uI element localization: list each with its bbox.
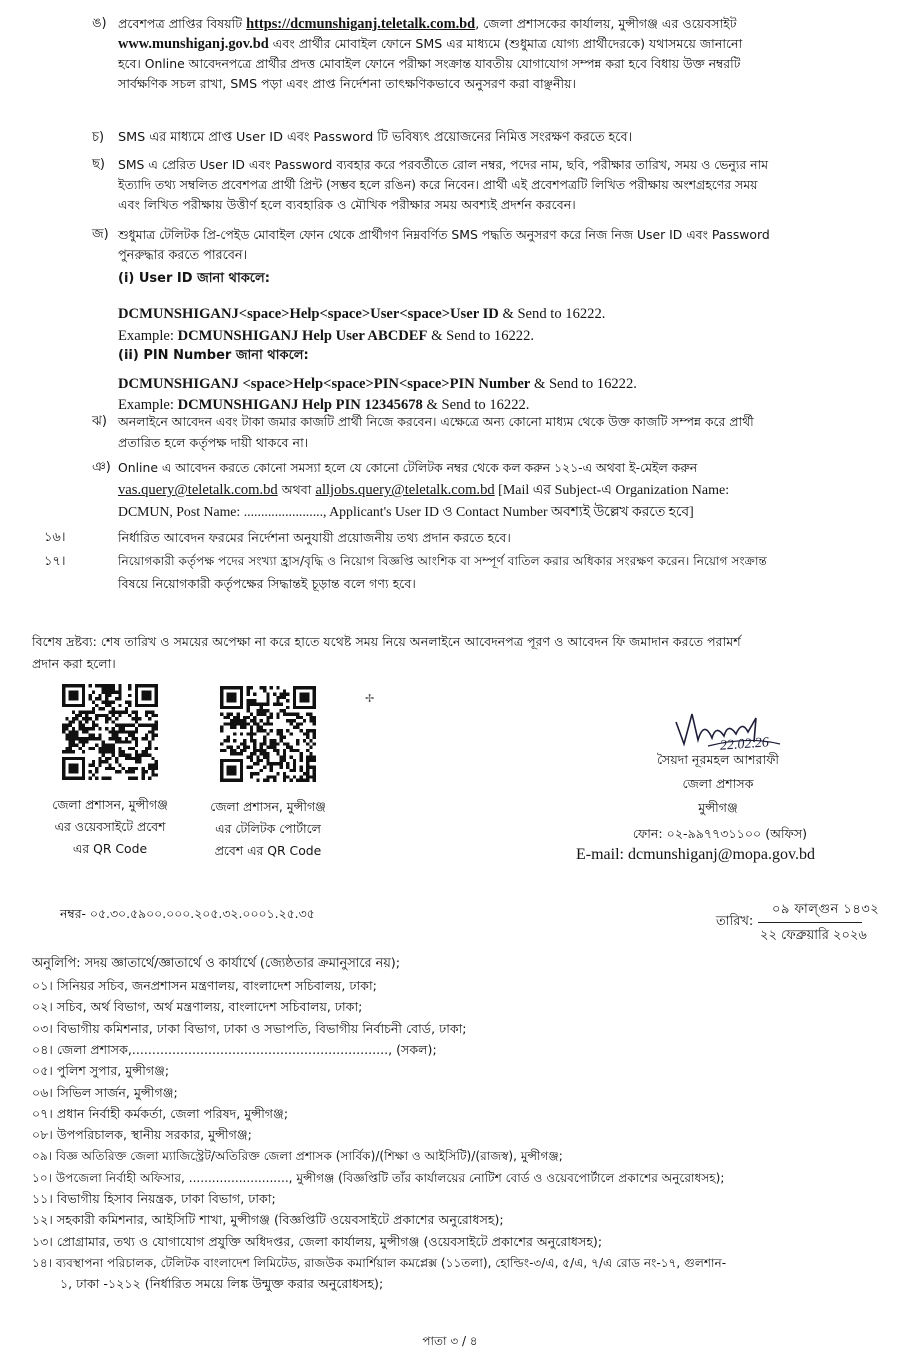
- note-line: প্রদান করা হলো।: [32, 656, 116, 671]
- signatory-place: মুন্সীগঞ্জ: [698, 800, 738, 815]
- sms-format-pin: [118, 375, 637, 394]
- caption-line: জেলা প্রশাসন, মুন্সীগঞ্জ: [52, 797, 168, 812]
- sms-format-user-id: [118, 305, 605, 324]
- sub-heading-pin: (ii) PIN Number জানা থাকলে:: [118, 348, 309, 363]
- copy-list-item: ০৩। বিভাগীয় কমিশনার, ঢাকা বিভাগ, ঢাকা ও সভাপতি, বিভাগীয় নির্বাচনী বোর্ড, ঢাকা;: [32, 1020, 467, 1036]
- copy-list-item: ১১। বিভাগীয় হিসাব নিয়ন্ত্রক, ঢাকা বিভাগ, ঢাকা;: [32, 1191, 276, 1206]
- signatory-title: জেলা প্রশাসক: [682, 776, 754, 791]
- item-marker: চ): [92, 130, 105, 145]
- page-number: পাতা ৩ / ৪: [422, 1334, 478, 1348]
- qr-caption-portal: [178, 796, 358, 862]
- caption-line: এর ওয়েবসাইটে প্রবেশ: [54, 819, 166, 834]
- text: এবং প্রার্থীর মোবাইল ফোনে SMS এর মাধ্যমে (শুধুমাত্র যোগ্য প্রার্থীদেরকে) যথাসময়ে জানানো: [268, 36, 743, 51]
- sms-send: & Send to 16222.: [422, 397, 530, 413]
- sms-command: DCMUNSHIGANJ<space>Help<space>User<space>User ID: [118, 306, 499, 322]
- clause-text: নির্ধারিত আবেদন ফরমের নির্দেশনা অনুযায়ী প্রয়োজনীয় তথ্য প্রদান করতে হবে।: [118, 530, 511, 545]
- example-label: Example:: [118, 328, 178, 344]
- qr-code-teletalk-portal: [216, 686, 320, 782]
- text: অথবা: [277, 482, 316, 497]
- alljobs-email-link[interactable]: alljobs.query@teletalk.com.bd: [315, 482, 495, 498]
- copy-list-item: ১৩। প্রোগ্রামার, তথ্য ও যোগাযোগ প্রযুক্তি অধিদপ্তর, জেলা কার্যালয়, মুন্সীগঞ্জ (ওয়েবসাইটে প্রকাশের অনুরোধসহ);: [32, 1233, 603, 1249]
- caption-line: এর QR Code: [72, 841, 148, 856]
- vas-email-link[interactable]: vas.query@teletalk.com.bd: [118, 482, 278, 498]
- item-marker: ঝ): [92, 414, 107, 429]
- item-marker: ছ): [92, 157, 105, 172]
- item-marker: ঞ): [92, 460, 111, 475]
- signatory-name: সৈয়দা নূরমহল আশরাফী: [656, 752, 780, 767]
- sms-send: & Send to 16222.: [530, 376, 637, 392]
- caption-line: এর টেলিটক পোর্টালে: [215, 821, 321, 836]
- admit-card-url-link[interactable]: https://dcmunshiganj.teletalk.com.bd: [246, 16, 476, 32]
- item-marker: ঙ): [92, 16, 107, 31]
- text-line: SMS এর মাধ্যমে প্রাপ্ত User ID এবং Password টি ভবিষ্যৎ প্রয়োজনের নিমিত্ত সংরক্ষণ করতে হবে।: [118, 130, 633, 145]
- text-line: শুধুমাত্র টেলিটক প্রি-পেইড মোবাইল ফোন থেকে প্রার্থীগণ নিম্নবর্ণিত SMS পদ্ধতি অনুসরণ করে নিজ নিজ User ID এবং Password: [118, 227, 770, 242]
- caption-line: প্রবেশ এর QR Code: [214, 843, 322, 858]
- text-line: প্রতারিত হলে কর্তৃপক্ষ দায়ী থাকবে না।: [118, 435, 309, 450]
- copy-list-item: ০৮। উপপরিচালক, স্থানীয় সরকার, মুন্সীগঞ্জ;: [32, 1127, 252, 1143]
- note-line: বিশেষ দ্রষ্টব্য: শেষ তারিখ ও সময়ের অপেক্ষা না করে হাতে যথেষ্ট সময় নিয়ে অনলাইনে আবেদনপত্র পূরণ ও আবেদন ফি জমাদান করতে পরামর্শ: [32, 634, 741, 649]
- text-line: অনলাইনে আবেদন এবং টাকা জমার কাজটি প্রার্থী নিজে করবেন। এক্ষেত্রে অন্য কোনো মাধ্যম থেকে উক্ত কাজটি সম্পন্ন করে প্রার্থী: [118, 414, 754, 429]
- item-marker: জ): [92, 227, 109, 242]
- clause-number: ১৬।: [44, 530, 66, 545]
- text-line: DCMUN, Post Name: ......................., Applicant's User ID ও Contact Number অবশ্যই উল্লেখ করতে হবে]: [118, 504, 694, 519]
- website-link[interactable]: www.munshiganj.gov.bd: [118, 36, 269, 52]
- example-label: Example:: [118, 397, 178, 413]
- text-line: পুনরুদ্ধার করতে পারবেন।: [118, 248, 248, 263]
- qr-code-website: [58, 684, 162, 780]
- text-line: হবে। Online আবেদনপত্রে প্রার্থীর প্রদত্ত মোবাইল ফোনে পরীক্ষা সংক্রান্ত যাবতীয় যোগাযোগ সম্পন্ন করা হবে বিধায় উক্ত নম্বরটি: [118, 56, 741, 71]
- copy-list-item: ১, ঢাকা -১২১২ (নির্ধারিত সময়ে লিঙ্ক উন্মুক্ত করার অনুরোধসহ);: [60, 1276, 384, 1292]
- sms-command: DCMUNSHIGANJ <space>Help<space>PIN<space>PIN Number: [118, 376, 531, 392]
- signatory-email[interactable]: E-mail: dcmunshiganj@mopa.gov.bd: [576, 846, 815, 863]
- sms-send: & Send to 16222.: [498, 306, 606, 322]
- text: [Mail এর Subject-এ Organization Name:: [494, 483, 730, 498]
- sms-send: & Send to 16222.: [427, 328, 535, 344]
- copy-list-item: ০২। সচিব, অর্থ বিভাগ, অর্থ মন্ত্রণালয়, বাংলাদেশ সচিবালয়, ঢাকা;: [32, 999, 363, 1015]
- copy-list-item: ১২। সহকারী কমিশনার, আইসিটি শাখা, মুন্সীগঞ্জ (বিজ্ঞপ্তিটি ওয়েবসাইটে প্রকাশের অনুরোধসহ);: [32, 1212, 504, 1228]
- clause-text: বিষয়ে নিয়োগকারী কর্তৃপক্ষের সিদ্ধান্তই চূড়ান্ত বলে গণ্য হবে।: [118, 576, 416, 591]
- example-command: DCMUNSHIGANJ Help User ABCDEF: [177, 328, 428, 344]
- caption-line: জেলা প্রশাসন, মুন্সীগঞ্জ: [210, 799, 326, 814]
- sub-heading-user-id: (i) User ID জানা থাকলে:: [118, 271, 270, 286]
- speck-mark: ✢: [365, 692, 375, 705]
- copy-heading: অনুলিপি: সদয় জ্ঞাতার্থে/জ্ঞাতার্থে ও কার্যার্থে (জ্যেষ্ঠতার ক্রমানুসারে নয়);: [32, 956, 401, 971]
- signatory-phone: ফোন: ০২-৯৯৭৭৩১১০০ (অফিস): [632, 826, 808, 841]
- memo-number: নম্বর- ০৫.৩০.৫৯০০.০০০.২০৫.৩২.০০০১.২৫.৩৫: [60, 906, 315, 921]
- example-command: DCMUNSHIGANJ Help PIN 12345678: [177, 397, 423, 413]
- text-line: সার্বক্ষণিক সচল রাখা, SMS পড়া এবং প্রাপ্ত নির্দেশনা তাৎক্ষণিকভাবে অনুসরণ করা বাঞ্ছনীয়।: [118, 76, 577, 91]
- text-line: ইত্যাদি তথ্য সম্বলিত প্রবেশপত্র প্রার্থী প্রিন্ট (সম্ভব হলে রঙিন) করে নিবেন। প্রার্থী এই প্রবেশপত্রটি লিখিত পরীক্ষায় অংশগ্রহণের সময়: [118, 177, 758, 192]
- date-label: তারিখ:: [716, 914, 754, 929]
- text: , জেলা প্রশাসকের কার্যালয়, মুন্সীগঞ্জ এর ওয়েবসাইট: [475, 16, 737, 31]
- clause-text: নিয়োগকারী কর্তৃপক্ষ পদের সংখ্যা হ্রাস/বৃদ্ধি ও নিয়োগ বিজ্ঞপ্তি আংশিক বা সম্পূর্ণ বাতিল করার অধিকার সংরক্ষণ করেন। নিয়োগ সংক্রান্ত: [118, 554, 767, 568]
- copy-list-item: ০৯। বিজ্ঞ অতিরিক্ত জেলা ম্যাজিস্ট্রেট/অতিরিক্ত জেলা প্রশাসক (সার্বিক)/(শিক্ষা ও আইসিটি)/(রাজস্ব), মুন্সীগঞ্জ;: [32, 1149, 563, 1164]
- copy-list-item: ১৪। ব্যবস্থাপনা পরিচালক, টেলিটক বাংলাদেশ লিমিটেড, রাজউক কমার্শিয়াল কমপ্লেক্স (১১তলা), হোল্ডিং-৩/এ, ৫/এ, ৭/এ রোড নং-১৭, গুলশান-: [32, 1255, 727, 1270]
- copy-list-item: ০৪। জেলা প্রশাসক,................................................................, (সকল);: [32, 1041, 437, 1057]
- copy-list-item: ০৫। পুলিশ সুপার, মুন্সীগঞ্জ;: [32, 1063, 170, 1079]
- copy-list-item: ১০। উপজেলা নির্বাহী অফিসার, .........................., মুন্সীগঞ্জ (বিজ্ঞপ্তিটি তাঁর কার্যালয়ের নোটিশ বোর্ড ও ওয়েবপোর্টালে প্রকাশের অনুরোধসহ);: [32, 1170, 725, 1185]
- text-line: Online এ আবেদন করতে কোনো সমস্যা হলে যে কোনো টেলিটক নম্বর থেকে কল করুন ১২১-এ অথবা ই-মেইল করুন: [118, 460, 698, 475]
- qr-caption-website: [20, 794, 200, 860]
- text: প্রবেশপত্র প্রাপ্তির বিষয়টি: [118, 16, 247, 31]
- date-english-months: ২২ ফেব্রুয়ারি ২০২৬: [760, 928, 867, 943]
- copy-list-item: ০৬। সিভিল সার্জন, মুন্সীগঞ্জ;: [32, 1084, 178, 1100]
- text-line: এবং লিখিত পরীক্ষায় উত্তীর্ণ হলে ব্যবহারিক ও মৌখিক পরীক্ষার সময় অবশ্যই প্রদর্শন করবেন।: [118, 197, 576, 212]
- copy-list-item: ০১। সিনিয়র সচিব, জনপ্রশাসন মন্ত্রণালয়, বাংলাদেশ সচিবালয়, ঢাকা;: [32, 978, 377, 993]
- copy-list-item: ০৭। প্রধান নির্বাহী কর্মকর্তা, জেলা পরিষদ, মুন্সীগঞ্জ;: [32, 1105, 289, 1121]
- signature-date: 22.02.26: [719, 735, 770, 754]
- date-bangla: ০৯ ফাল্গুন ১৪৩২: [772, 902, 880, 917]
- date-divider: [758, 922, 862, 923]
- clause-number: ১৭।: [44, 554, 66, 569]
- contact-line: [118, 480, 729, 500]
- sms-example-user-id: [118, 327, 534, 346]
- text-line: SMS এ প্রেরিত User ID এবং Password ব্যবহার করে পরবর্তীতে রোল নম্বর, পদের নাম, ছবি, পরীক্ষার তারিখ, সময় ও ভেন্যুর নাম: [118, 157, 769, 172]
- special-note: [32, 632, 892, 673]
